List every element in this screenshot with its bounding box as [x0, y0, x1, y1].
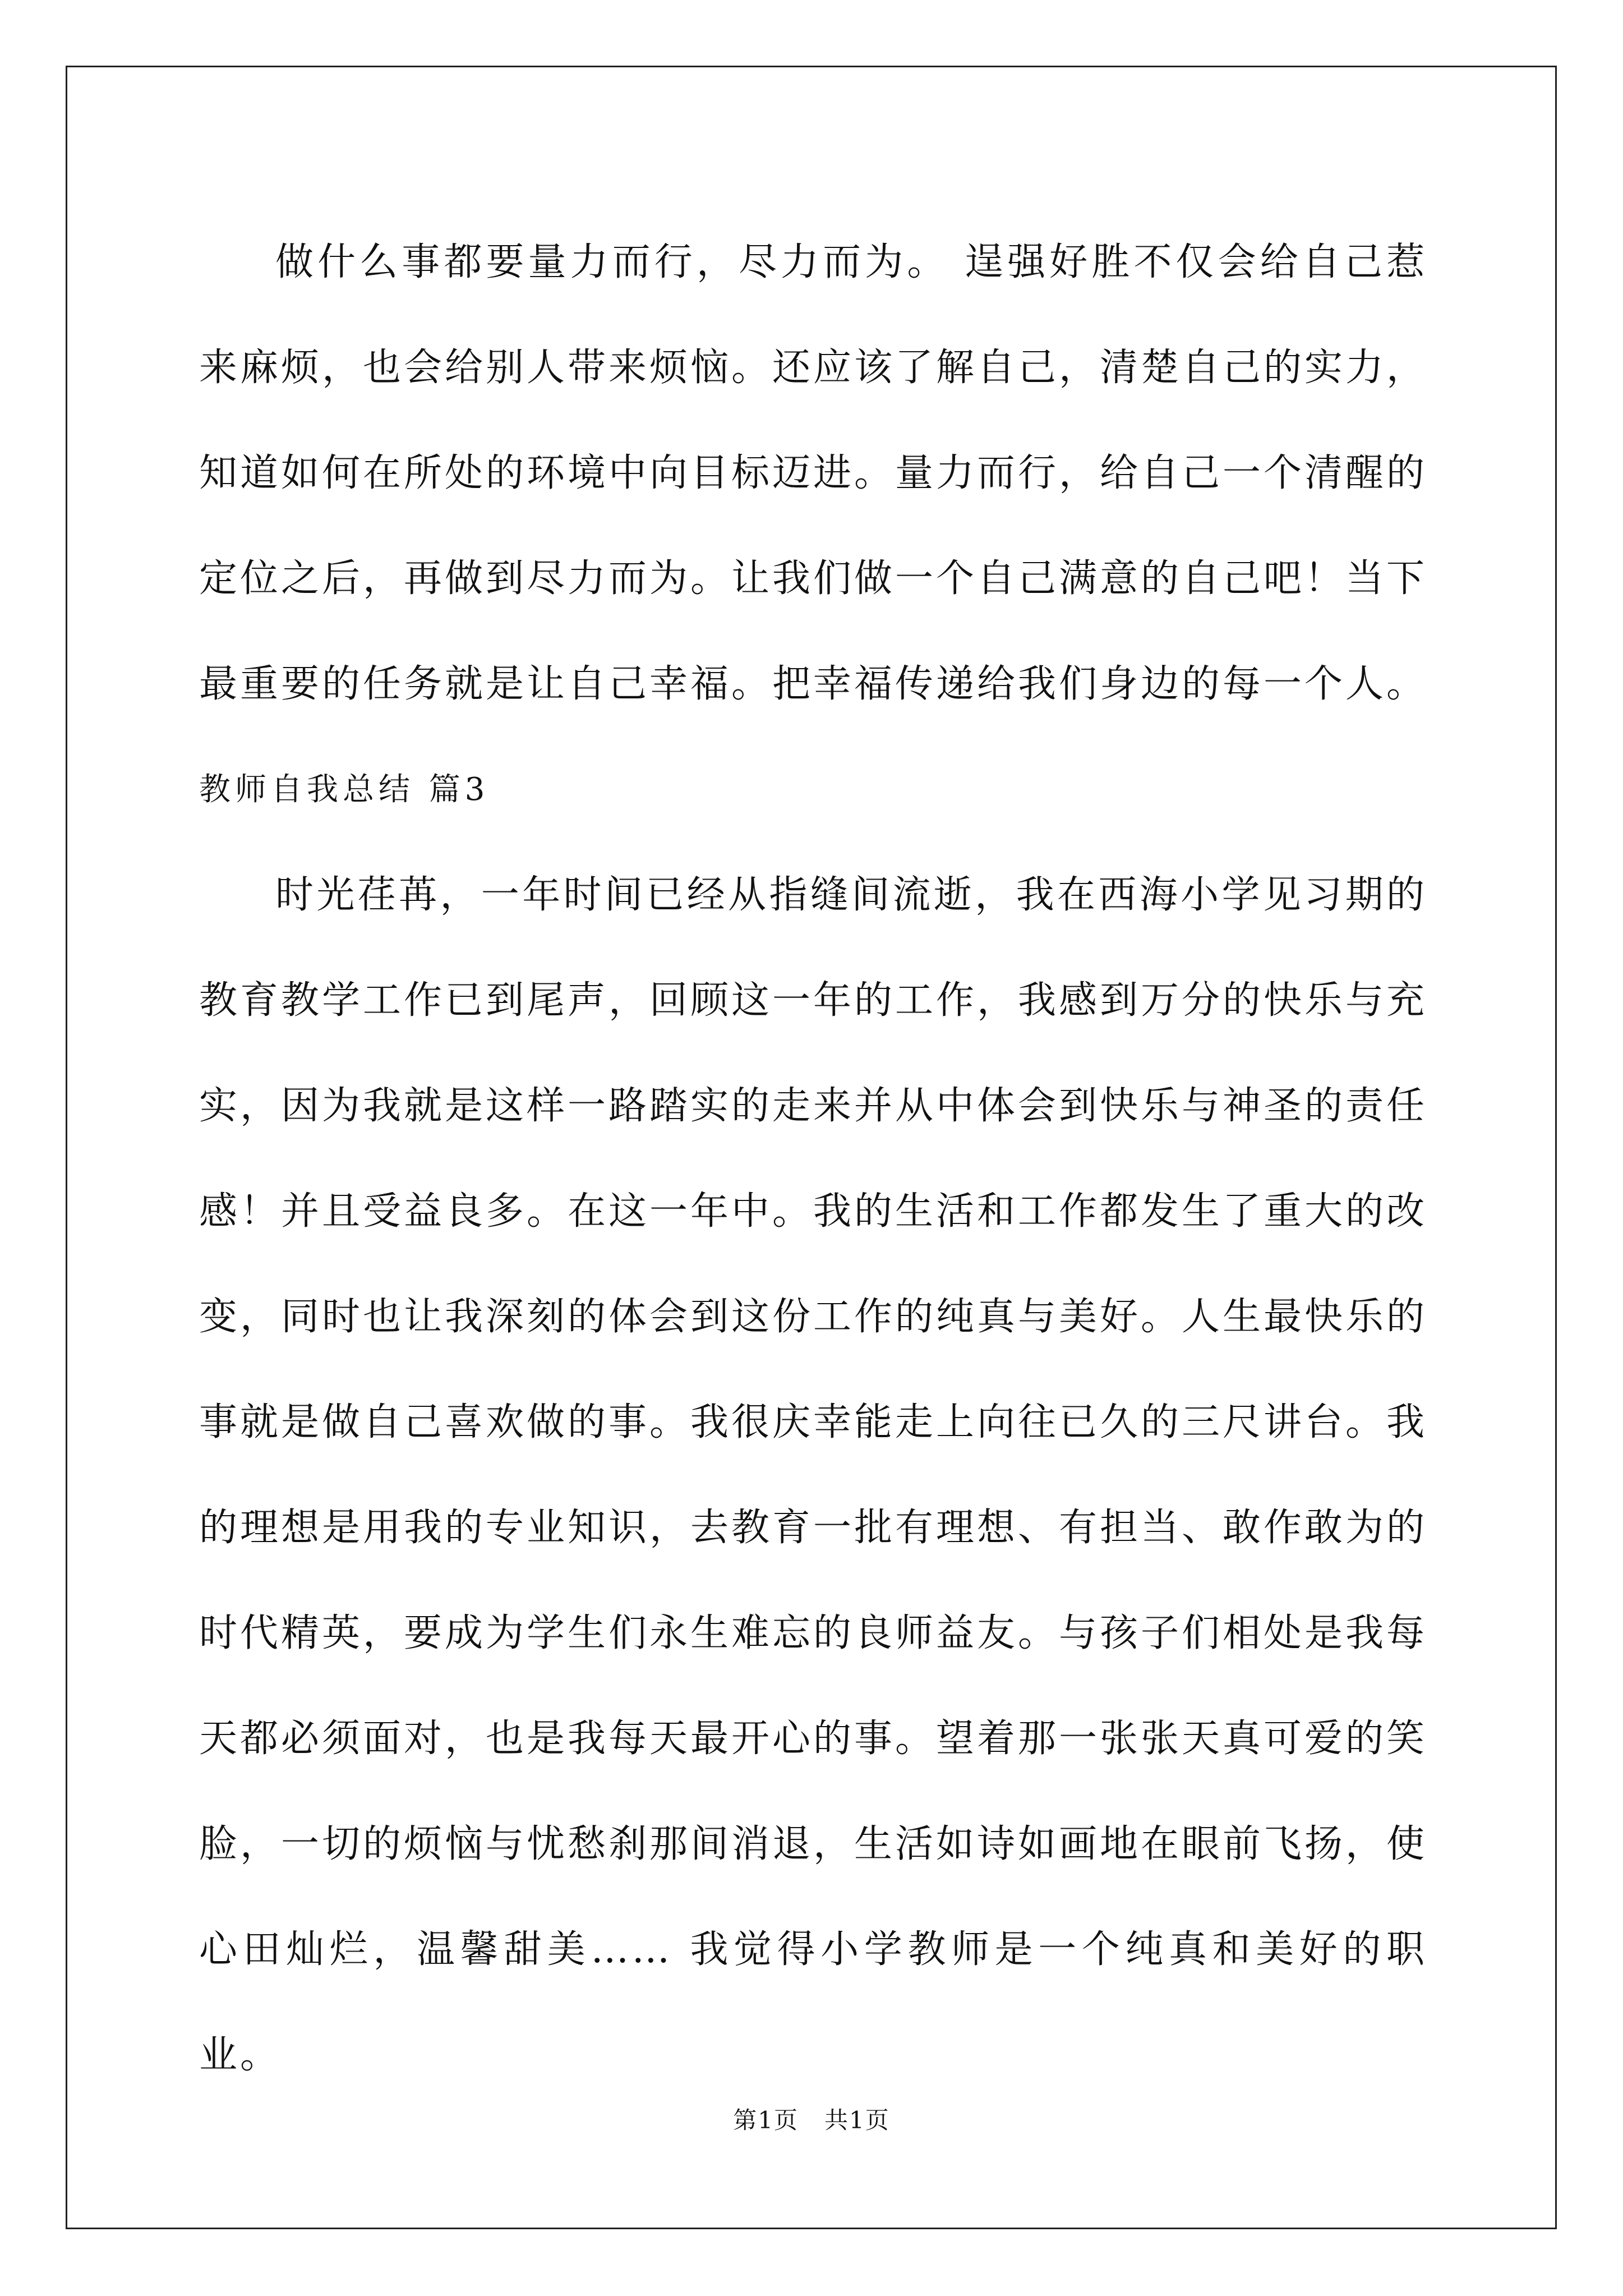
body-paragraph-1: 做什么事都要量力而行，尽力而为。 逞强好胜不仅会给自己惹来麻烦，也会给别人带来烦恼。还应该了解自己，清楚自己的实力，知道如何在所处的环境中向目标迈进。量力而行，给自己一个清醒的定位之后，再做到尽力而为。让我们做一个自己满意的自己吧！当下最重要的任务就是让自己幸福。把幸福传递给我们身边的每一个人。	[199, 240, 1428, 706]
section-heading: 教师自我总结 篇3	[199, 771, 490, 808]
document-body	[199, 210, 1427, 2108]
footer-spacer	[799, 2106, 824, 2134]
page-number: 第1页	[733, 2106, 799, 2134]
page-footer	[0, 2104, 1623, 2137]
body-paragraph-2: 时光荏苒，一年时间已经从指缝间流逝，我在西海小学见习期的教育教学工作已到尾声，回顾这一年的工作，我感到万分的快乐与充实，因为我就是这样一路踏实的走来并从中体会到快乐与神圣的责任感！并且受益良多。在这一年中。我的生活和工作都发生了重大的改变，同时也让我深刻的体会到这份工作的纯真与美好。人生最快乐的事就是做自己喜欢做的事。我很庆幸能走上向往已久的三尺讲台。我的理想是用我的专业知识，去教育一批有理想、有担当、敢作敢为的时代精英，要成为学生们永生难忘的良师益友。与孩子们相处是我每天都必须面对，也是我每天最开心的事。望着那一张张天真可爱的笑脸，一切的烦恼与忧愁刹那间消退，生活如诗如画地在眼前飞扬，使心田灿烂，温馨甜美…… 我觉得小学教师是一个纯真和美好的职业。	[199, 873, 1428, 2077]
page-total: 共1页	[824, 2106, 890, 2134]
